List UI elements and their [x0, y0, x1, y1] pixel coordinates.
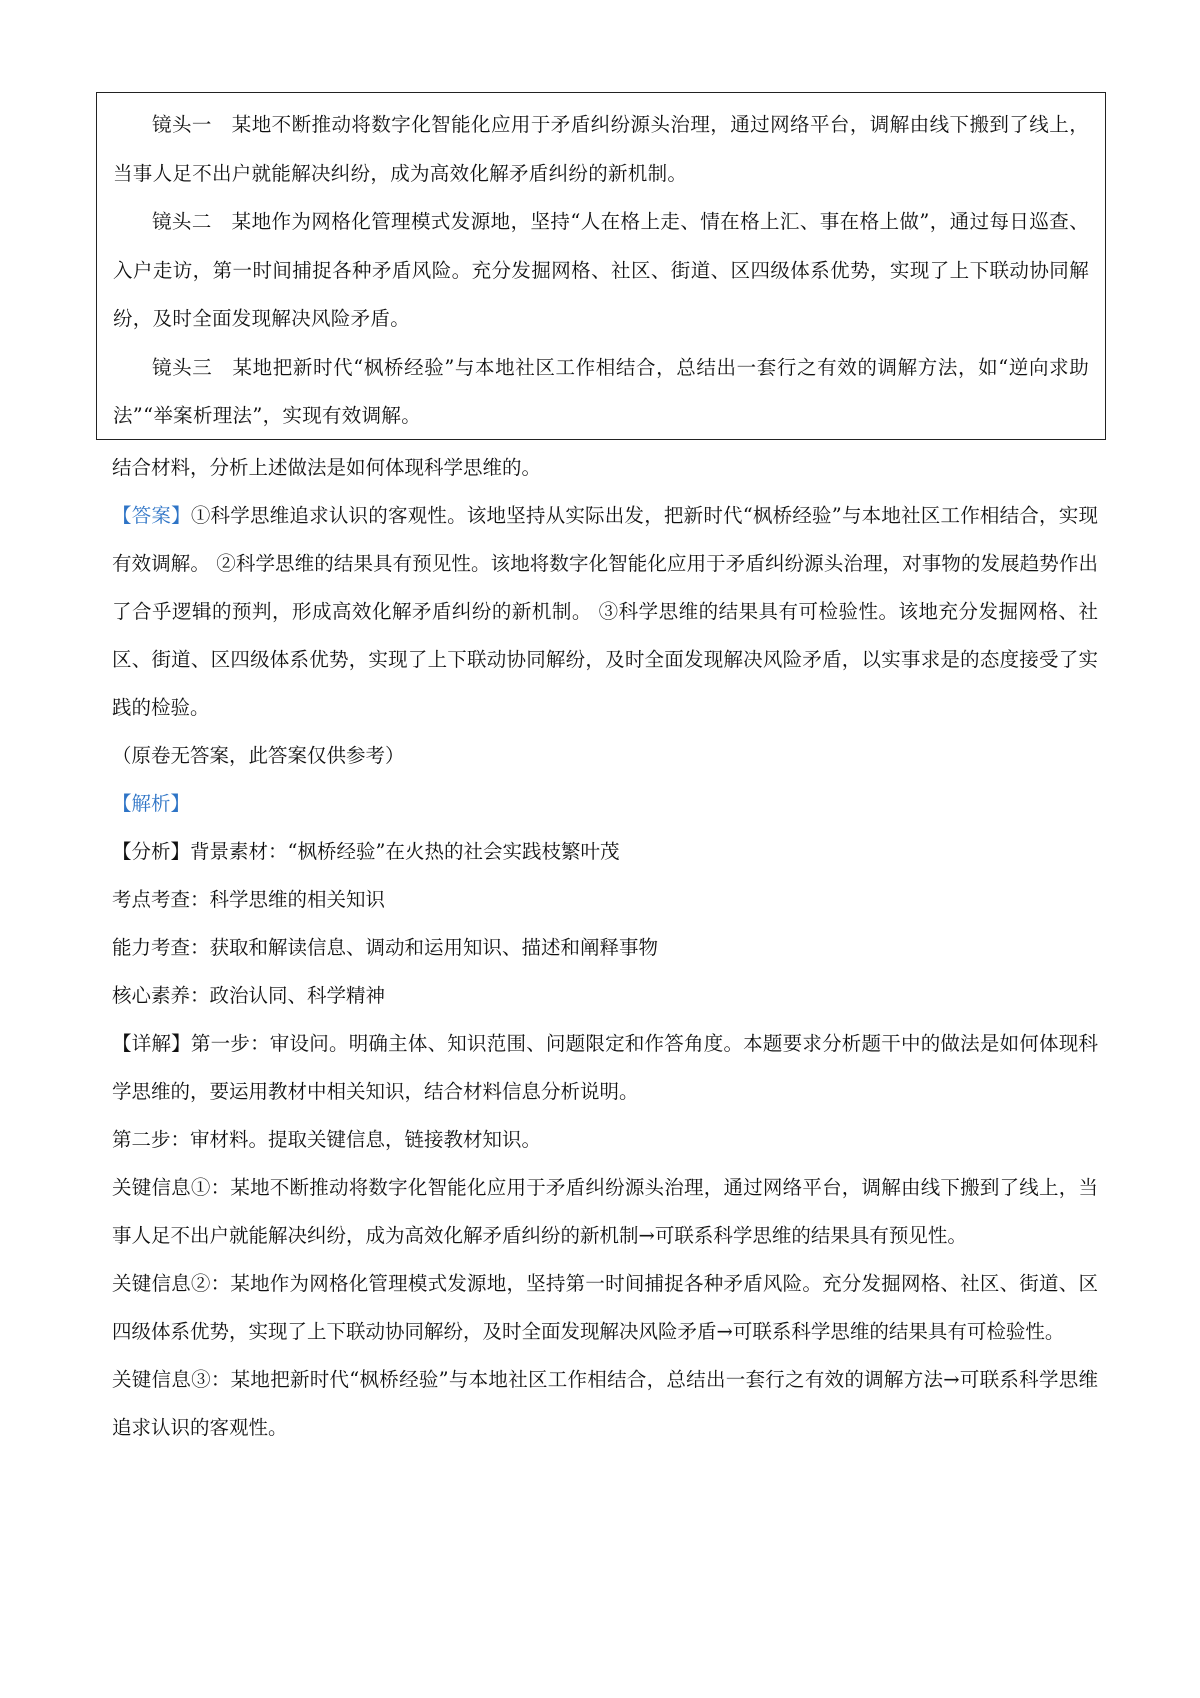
answer-text: ①科学思维追求认识的客观性。该地坚持从实际出发，把新时代“枫桥经验”与本地社区工作相结合，实现有效调解。 ②科学思维的结果具有预见性。该地将数字化智能化应用于矛盾纠纷源头治理，对事物的发展趋势作出了合乎逻辑的预判，形成高效化解矛盾纠纷的新机制。 ③科学思维的结果具有可检验性。该地充分发掘网格、社区、街道、区四级体系优势，实现了上下联动协同解纷，及时全面发现解决风险矛盾，以实事求是的态度接受了实践的检验。	[112, 504, 1098, 719]
material-box	[96, 92, 1106, 440]
analysis-step2: 第二步：审材料。提取关键信息，链接教材知识。	[112, 1128, 542, 1151]
material-scene-3: 镜头三 某地把新时代“枫桥经验”与本地社区工作相结合，总结出一套行之有效的调解方法，如“逆向求助法”“举案析理法”，实现有效调解。	[113, 355, 1089, 427]
key-info-1: 关键信息①：某地不断推动将数字化智能化应用于矛盾纠纷源头治理，通过网络平台，调解由线下搬到了线上，当事人足不出户就能解决纠纷，成为高效化解矛盾纠纷的新机制→可联系科学思维的结果具有预见性。	[112, 1176, 1098, 1247]
material-scene-2: 镜头二 某地作为网格化管理模式发源地，坚持“人在格上走、情在格上汇、事在格上做”，通过每日巡查、入户走访，第一时间捕捉各种矛盾风险。充分发掘网格、社区、街道、区四级体系优势，实现了上下联动协同解纷，及时全面发现解决风险矛盾。	[113, 210, 1089, 330]
answer-paragraph	[112, 492, 1098, 732]
analysis-background: 【分析】背景素材：“枫桥经验”在火热的社会实践枝繁叶茂	[112, 840, 620, 863]
analysis-detail: 【详解】第一步：审设问。明确主体、知识范围、问题限定和作答角度。本题要求分析题干中的做法是如何体现科学思维的，要运用教材中相关知识，结合材料信息分析说明。	[112, 1032, 1098, 1103]
material-scene-1: 镜头一 某地不断推动将数字化智能化应用于矛盾纠纷源头治理，通过网络平台，调解由线下搬到了线上，当事人足不出户就能解决纠纷，成为高效化解矛盾纠纷的新机制。	[113, 113, 1089, 185]
answer-section	[112, 444, 1098, 1452]
analysis-core: 核心素养：政治认同、科学精神	[112, 984, 386, 1007]
key-info-3: 关键信息③：某地把新时代“枫桥经验”与本地社区工作相结合，总结出一套行之有效的调解方法→可联系科学思维追求认识的客观性。	[112, 1368, 1098, 1439]
analysis-kaodian: 考点考查：科学思维的相关知识	[112, 888, 386, 911]
analysis-ability: 能力考查：获取和解读信息、调动和运用知识、描述和阐释事物	[112, 936, 659, 959]
key-info-2: 关键信息②：某地作为网格化管理模式发源地，坚持第一时间捕捉各种矛盾风险。充分发掘网格、社区、街道、区四级体系优势，实现了上下联动协同解纷，及时全面发现解决风险矛盾→可联系科学思维的结果具有可检验性。	[112, 1272, 1098, 1343]
answer-label: 【答案】	[112, 504, 191, 527]
question-text: 结合材料，分析上述做法是如何体现科学思维的。	[112, 456, 542, 479]
answer-note: （原卷无答案，此答案仅供参考）	[112, 744, 405, 767]
analysis-label: 【解析】	[112, 792, 191, 815]
